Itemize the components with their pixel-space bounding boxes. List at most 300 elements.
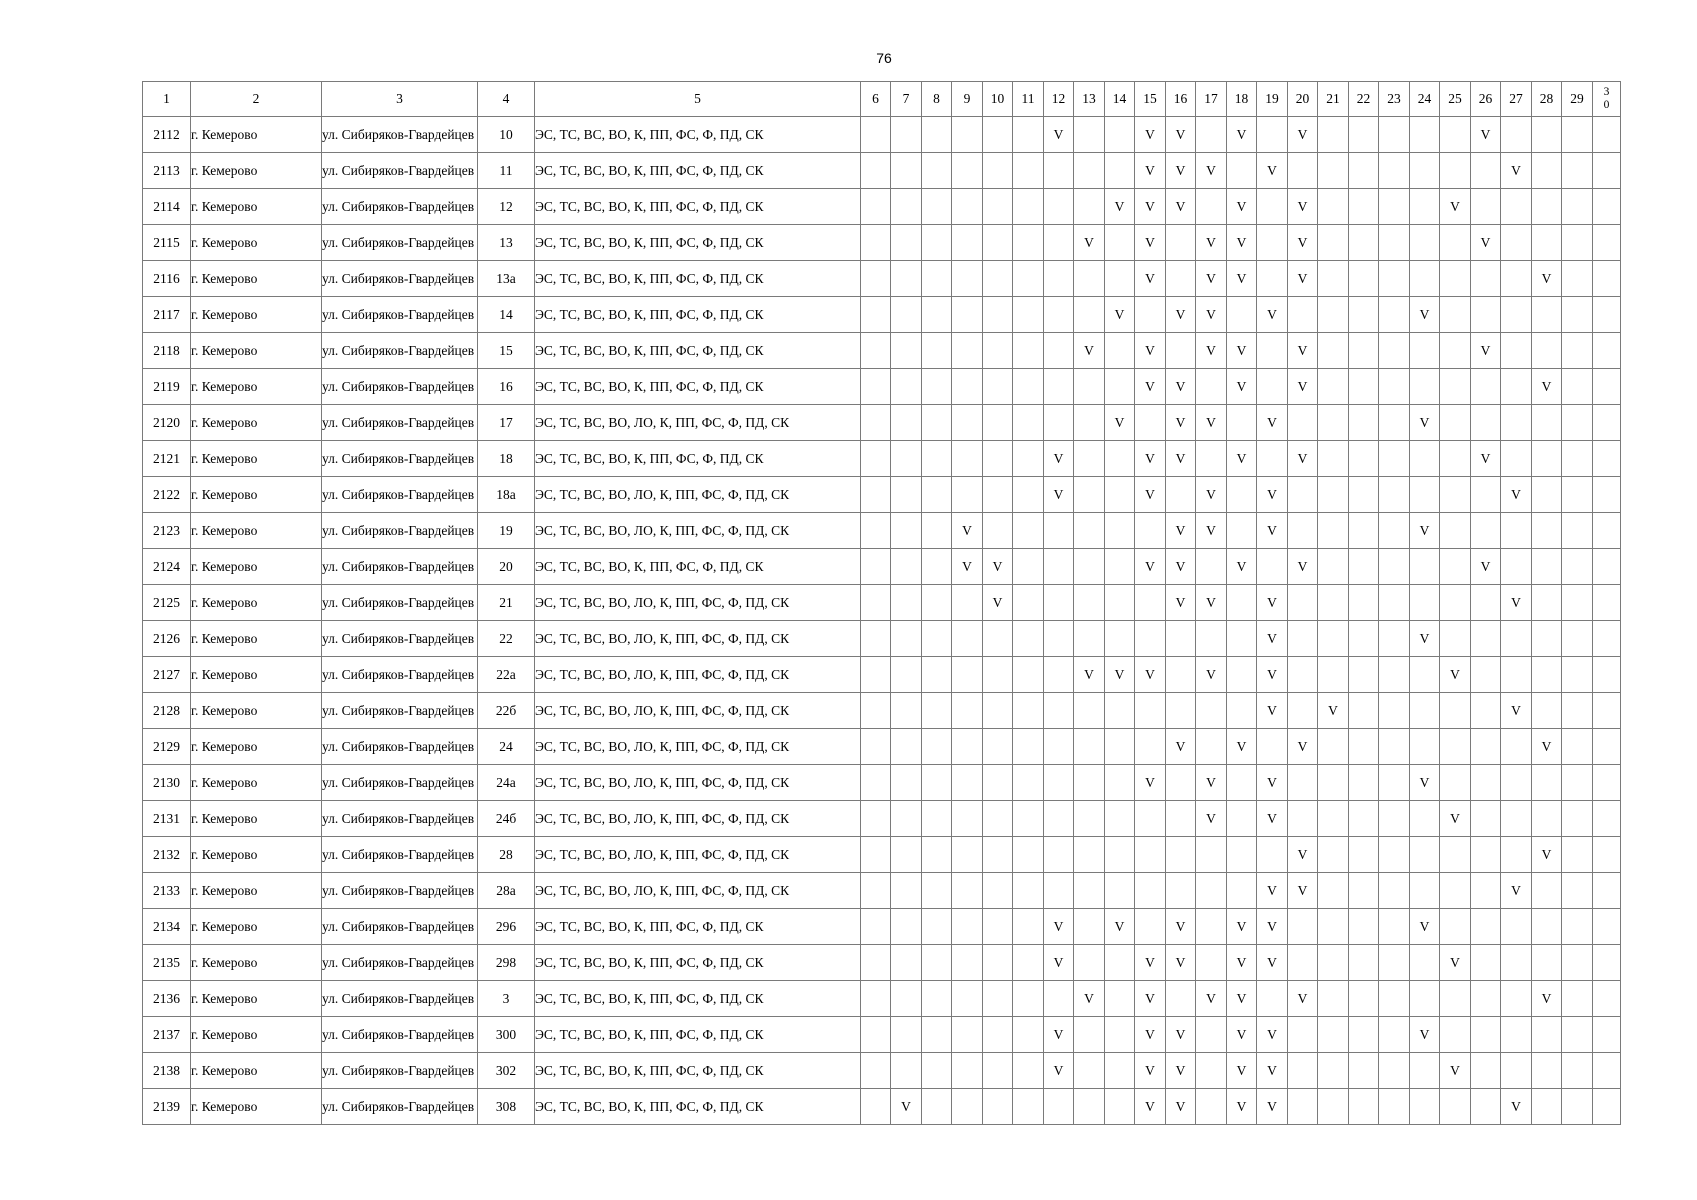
row-number-cell: 2113 [143,153,191,189]
mark-cell-col-7 [891,585,922,621]
mark-cell-col-27 [1501,801,1532,837]
mark-cell-col-14 [1105,873,1135,909]
street-cell: ул. Сибиряков-Гвардейцев [322,225,478,261]
services-cell: ЭС, ТС, ВС, ВО, ЛО, К, ПП, ФС, Ф, ПД, СК [535,765,861,801]
mark-cell-col-15: V [1135,261,1166,297]
mark-cell-col-16 [1166,261,1196,297]
mark-cell-col-30 [1593,189,1621,225]
mark-cell-col-6 [861,909,891,945]
house-number-cell: 28а [478,873,535,909]
mark-cell-col-18: V [1227,369,1257,405]
house-number-cell: 13а [478,261,535,297]
mark-cell-col-13 [1074,621,1105,657]
mark-cell-col-19: V [1257,801,1288,837]
house-number-cell: 24 [478,729,535,765]
mark-cell-col-26 [1471,1053,1501,1089]
mark-cell-col-19: V [1257,621,1288,657]
mark-cell-col-15 [1135,693,1166,729]
mark-cell-col-11 [1013,153,1044,189]
mark-cell-col-22 [1349,153,1379,189]
mark-cell-col-17 [1196,369,1227,405]
mark-cell-col-21 [1318,297,1349,333]
house-number-cell: 13 [478,225,535,261]
mark-cell-col-27: V [1501,153,1532,189]
row-number-cell: 2122 [143,477,191,513]
mark-cell-col-11 [1013,225,1044,261]
street-cell: ул. Сибиряков-Гвардейцев [322,405,478,441]
col-header: 1 [143,82,191,117]
mark-cell-col-22 [1349,693,1379,729]
table-row [143,261,1621,297]
mark-cell-col-29 [1562,801,1593,837]
mark-cell-col-8 [922,837,952,873]
mark-cell-col-15 [1135,873,1166,909]
mark-cell-col-26: V [1471,441,1501,477]
street-cell: ул. Сибиряков-Гвардейцев [322,729,478,765]
city-cell: г. Кемерово [191,1017,322,1053]
house-number-cell: 10 [478,117,535,153]
mark-cell-col-23 [1379,369,1410,405]
mark-cell-col-21 [1318,1089,1349,1125]
mark-cell-col-24 [1410,261,1440,297]
mark-cell-col-8 [922,909,952,945]
mark-cell-col-21 [1318,369,1349,405]
mark-cell-col-11 [1013,117,1044,153]
mark-cell-col-7 [891,945,922,981]
mark-cell-col-27 [1501,225,1532,261]
mark-cell-col-12 [1044,693,1074,729]
house-number-cell: 17 [478,405,535,441]
mark-cell-col-20 [1288,1089,1318,1125]
mark-cell-col-12 [1044,873,1074,909]
services-cell: ЭС, ТС, ВС, ВО, ЛО, К, ПП, ФС, Ф, ПД, СК [535,837,861,873]
mark-cell-col-16 [1166,765,1196,801]
mark-cell-col-22 [1349,369,1379,405]
mark-cell-col-11 [1013,405,1044,441]
mark-cell-col-28: V [1532,837,1562,873]
house-number-cell: 28 [478,837,535,873]
mark-cell-col-30 [1593,765,1621,801]
street-cell: ул. Сибиряков-Гвардейцев [322,693,478,729]
mark-cell-col-17 [1196,873,1227,909]
mark-cell-col-6 [861,1017,891,1053]
street-cell: ул. Сибиряков-Гвардейцев [322,477,478,513]
city-cell: г. Кемерово [191,441,322,477]
mark-cell-col-30 [1593,297,1621,333]
mark-cell-col-25: V [1440,189,1471,225]
mark-cell-col-29 [1562,117,1593,153]
mark-cell-col-17: V [1196,585,1227,621]
mark-cell-col-11 [1013,261,1044,297]
table-row [143,909,1621,945]
mark-cell-col-14: V [1105,189,1135,225]
mark-cell-col-28: V [1532,729,1562,765]
mark-cell-col-10 [983,1089,1013,1125]
row-number-cell: 2129 [143,729,191,765]
mark-cell-col-7 [891,837,922,873]
mark-cell-col-14 [1105,585,1135,621]
mark-cell-col-28 [1532,1017,1562,1053]
mark-cell-col-21 [1318,585,1349,621]
mark-cell-col-11 [1013,297,1044,333]
mark-cell-col-17: V [1196,801,1227,837]
mark-cell-col-10 [983,1017,1013,1053]
mark-cell-col-27 [1501,765,1532,801]
mark-cell-col-11 [1013,1089,1044,1125]
mark-cell-col-22 [1349,729,1379,765]
mark-cell-col-27 [1501,945,1532,981]
mark-cell-col-13: V [1074,333,1105,369]
table-row [143,585,1621,621]
mark-cell-col-23 [1379,441,1410,477]
mark-cell-col-21 [1318,441,1349,477]
mark-cell-col-9 [952,837,983,873]
mark-cell-col-24 [1410,837,1440,873]
mark-cell-col-8 [922,873,952,909]
city-cell: г. Кемерово [191,909,322,945]
mark-cell-col-24 [1410,549,1440,585]
mark-cell-col-30 [1593,945,1621,981]
mark-cell-col-10: V [983,585,1013,621]
mark-cell-col-28: V [1532,981,1562,1017]
mark-cell-col-17 [1196,117,1227,153]
table-row [143,837,1621,873]
mark-cell-col-12 [1044,261,1074,297]
mark-cell-col-17: V [1196,297,1227,333]
mark-cell-col-28 [1532,549,1562,585]
mark-cell-col-11 [1013,765,1044,801]
mark-cell-col-9 [952,117,983,153]
mark-cell-col-6 [861,585,891,621]
mark-cell-col-23 [1379,153,1410,189]
mark-cell-col-23 [1379,261,1410,297]
mark-cell-col-9 [952,909,983,945]
mark-cell-col-27 [1501,297,1532,333]
mark-cell-col-22 [1349,477,1379,513]
mark-cell-col-9 [952,477,983,513]
mark-cell-col-8 [922,441,952,477]
mark-cell-col-22 [1349,1053,1379,1089]
mark-cell-col-10 [983,189,1013,225]
mark-cell-col-12 [1044,333,1074,369]
mark-cell-col-13 [1074,405,1105,441]
street-cell: ул. Сибиряков-Гвардейцев [322,117,478,153]
services-cell: ЭС, ТС, ВС, ВО, ЛО, К, ПП, ФС, Ф, ПД, СК [535,801,861,837]
mark-cell-col-19: V [1257,1089,1288,1125]
city-cell: г. Кемерово [191,873,322,909]
mark-cell-col-7 [891,981,922,1017]
mark-cell-col-21 [1318,873,1349,909]
mark-cell-col-29 [1562,1017,1593,1053]
city-cell: г. Кемерово [191,729,322,765]
mark-cell-col-21 [1318,729,1349,765]
mark-cell-col-30 [1593,729,1621,765]
mark-cell-col-29 [1562,945,1593,981]
mark-cell-col-18: V [1227,945,1257,981]
mark-cell-col-23 [1379,477,1410,513]
row-number-cell: 2136 [143,981,191,1017]
mark-cell-col-13 [1074,189,1105,225]
street-cell: ул. Сибиряков-Гвардейцев [322,1017,478,1053]
row-number-cell: 2121 [143,441,191,477]
services-cell: ЭС, ТС, ВС, ВО, К, ПП, ФС, Ф, ПД, СК [535,225,861,261]
mark-cell-col-18: V [1227,117,1257,153]
table-row [143,189,1621,225]
mark-cell-col-16 [1166,477,1196,513]
mark-cell-col-14: V [1105,405,1135,441]
row-number-cell: 2134 [143,909,191,945]
col-header: 11 [1013,82,1044,117]
mark-cell-col-17 [1196,549,1227,585]
services-cell: ЭС, ТС, ВС, ВО, К, ПП, ФС, Ф, ПД, СК [535,909,861,945]
mark-cell-col-6 [861,261,891,297]
mark-cell-col-26: V [1471,333,1501,369]
row-number-cell: 2117 [143,297,191,333]
mark-cell-col-14: V [1105,909,1135,945]
mark-cell-col-16: V [1166,297,1196,333]
mark-cell-col-29 [1562,693,1593,729]
mark-cell-col-20 [1288,585,1318,621]
mark-cell-col-13 [1074,1089,1105,1125]
mark-cell-col-11 [1013,909,1044,945]
table-row [143,765,1621,801]
table-row [143,513,1621,549]
mark-cell-col-26 [1471,1089,1501,1125]
col-header: 22 [1349,82,1379,117]
mark-cell-col-8 [922,981,952,1017]
mark-cell-col-19: V [1257,873,1288,909]
mark-cell-col-29 [1562,837,1593,873]
mark-cell-col-8 [922,333,952,369]
col-header: 14 [1105,82,1135,117]
mark-cell-col-27: V [1501,477,1532,513]
mark-cell-col-23 [1379,945,1410,981]
mark-cell-col-9 [952,441,983,477]
mark-cell-col-19 [1257,369,1288,405]
house-number-cell: 302 [478,1053,535,1089]
mark-cell-col-8 [922,369,952,405]
mark-cell-col-20 [1288,1053,1318,1089]
house-number-cell: 14 [478,297,535,333]
house-number-cell: 18а [478,477,535,513]
mark-cell-col-12: V [1044,1017,1074,1053]
mark-cell-col-28: V [1532,369,1562,405]
mark-cell-col-17: V [1196,657,1227,693]
house-number-cell: 11 [478,153,535,189]
mark-cell-col-17 [1196,1017,1227,1053]
mark-cell-col-15: V [1135,369,1166,405]
mark-cell-col-19 [1257,441,1288,477]
mark-cell-col-25 [1440,333,1471,369]
mark-cell-col-17: V [1196,261,1227,297]
mark-cell-col-6 [861,729,891,765]
mark-cell-col-25 [1440,477,1471,513]
mark-cell-col-24 [1410,369,1440,405]
mark-cell-col-28 [1532,297,1562,333]
mark-cell-col-19: V [1257,153,1288,189]
mark-cell-col-11 [1013,981,1044,1017]
mark-cell-col-18 [1227,405,1257,441]
mark-cell-col-24 [1410,153,1440,189]
mark-cell-col-29 [1562,189,1593,225]
mark-cell-col-19: V [1257,405,1288,441]
mark-cell-col-13 [1074,513,1105,549]
mark-cell-col-26 [1471,693,1501,729]
mark-cell-col-15: V [1135,1017,1166,1053]
mark-cell-col-21 [1318,549,1349,585]
mark-cell-col-26 [1471,765,1501,801]
mark-cell-col-16 [1166,225,1196,261]
row-number-cell: 2126 [143,621,191,657]
mark-cell-col-28 [1532,621,1562,657]
house-number-cell: 12 [478,189,535,225]
services-cell: ЭС, ТС, ВС, ВО, ЛО, К, ПП, ФС, Ф, ПД, СК [535,405,861,441]
mark-cell-col-30 [1593,153,1621,189]
mark-cell-col-22 [1349,837,1379,873]
table-row [143,225,1621,261]
mark-cell-col-15: V [1135,441,1166,477]
mark-cell-col-30 [1593,585,1621,621]
mark-cell-col-14 [1105,1053,1135,1089]
house-number-cell: 21 [478,585,535,621]
mark-cell-col-18 [1227,585,1257,621]
mark-cell-col-28 [1532,693,1562,729]
mark-cell-col-12 [1044,981,1074,1017]
mark-cell-col-17 [1196,189,1227,225]
mark-cell-col-24 [1410,477,1440,513]
mark-cell-col-26 [1471,477,1501,513]
mark-cell-col-10 [983,873,1013,909]
mark-cell-col-11 [1013,837,1044,873]
mark-cell-col-24 [1410,441,1440,477]
mark-cell-col-24: V [1410,513,1440,549]
mark-cell-col-15 [1135,729,1166,765]
mark-cell-col-27 [1501,909,1532,945]
col-header: 10 [983,82,1013,117]
mark-cell-col-19: V [1257,513,1288,549]
street-cell: ул. Сибиряков-Гвардейцев [322,1089,478,1125]
mark-cell-col-14 [1105,369,1135,405]
city-cell: г. Кемерово [191,945,322,981]
mark-cell-col-16: V [1166,945,1196,981]
mark-cell-col-14 [1105,1089,1135,1125]
mark-cell-col-6 [861,945,891,981]
mark-cell-col-30 [1593,909,1621,945]
mark-cell-col-14 [1105,441,1135,477]
mark-cell-col-30 [1593,657,1621,693]
street-cell: ул. Сибиряков-Гвардейцев [322,765,478,801]
mark-cell-col-26 [1471,909,1501,945]
city-cell: г. Кемерово [191,297,322,333]
mark-cell-col-27 [1501,333,1532,369]
mark-cell-col-20: V [1288,981,1318,1017]
row-number-cell: 2137 [143,1017,191,1053]
mark-cell-col-10 [983,981,1013,1017]
mark-cell-col-28 [1532,909,1562,945]
mark-cell-col-24 [1410,585,1440,621]
col-header: 17 [1196,82,1227,117]
mark-cell-col-20: V [1288,837,1318,873]
mark-cell-col-25 [1440,837,1471,873]
mark-cell-col-7 [891,729,922,765]
mark-cell-col-12: V [1044,117,1074,153]
mark-cell-col-23 [1379,909,1410,945]
mark-cell-col-11 [1013,873,1044,909]
mark-cell-col-17: V [1196,513,1227,549]
col-header: 4 [478,82,535,117]
col-header: 9 [952,82,983,117]
mark-cell-col-10 [983,225,1013,261]
mark-cell-col-6 [861,801,891,837]
mark-cell-col-19: V [1257,945,1288,981]
mark-cell-col-12: V [1044,945,1074,981]
mark-cell-col-19: V [1257,1017,1288,1053]
mark-cell-col-29 [1562,585,1593,621]
street-cell: ул. Сибиряков-Гвардейцев [322,837,478,873]
mark-cell-col-20 [1288,909,1318,945]
mark-cell-col-12 [1044,225,1074,261]
col-header: 13 [1074,82,1105,117]
mark-cell-col-16: V [1166,729,1196,765]
mark-cell-col-27 [1501,441,1532,477]
mark-cell-col-22 [1349,765,1379,801]
mark-cell-col-24 [1410,1053,1440,1089]
mark-cell-col-27 [1501,189,1532,225]
col-header: 12 [1044,82,1074,117]
mark-cell-col-15: V [1135,225,1166,261]
city-cell: г. Кемерово [191,369,322,405]
mark-cell-col-25 [1440,297,1471,333]
mark-cell-col-13 [1074,837,1105,873]
street-cell: ул. Сибиряков-Гвардейцев [322,909,478,945]
mark-cell-col-6 [861,693,891,729]
mark-cell-col-14 [1105,117,1135,153]
house-number-cell: 20 [478,549,535,585]
house-number-cell: 24б [478,801,535,837]
city-cell: г. Кемерово [191,333,322,369]
mark-cell-col-19 [1257,225,1288,261]
mark-cell-col-28 [1532,153,1562,189]
mark-cell-col-30 [1593,513,1621,549]
mark-cell-col-25: V [1440,801,1471,837]
mark-cell-col-8 [922,729,952,765]
mark-cell-col-20: V [1288,117,1318,153]
mark-cell-col-6 [861,873,891,909]
mark-cell-col-11 [1013,693,1044,729]
mark-cell-col-12 [1044,153,1074,189]
mark-cell-col-6 [861,225,891,261]
mark-cell-col-10 [983,837,1013,873]
mark-cell-col-25 [1440,261,1471,297]
mark-cell-col-23 [1379,837,1410,873]
header-row [143,82,1621,117]
mark-cell-col-20 [1288,405,1318,441]
mark-cell-col-15 [1135,585,1166,621]
mark-cell-col-16 [1166,873,1196,909]
mark-cell-col-9 [952,585,983,621]
mark-cell-col-20: V [1288,549,1318,585]
mark-cell-col-18 [1227,153,1257,189]
mark-cell-col-16 [1166,693,1196,729]
mark-cell-col-20 [1288,477,1318,513]
mark-cell-col-8 [922,1053,952,1089]
mark-cell-col-15: V [1135,153,1166,189]
city-cell: г. Кемерово [191,549,322,585]
mark-cell-col-23 [1379,225,1410,261]
street-cell: ул. Сибиряков-Гвардейцев [322,189,478,225]
mark-cell-col-12 [1044,729,1074,765]
mark-cell-col-24 [1410,117,1440,153]
